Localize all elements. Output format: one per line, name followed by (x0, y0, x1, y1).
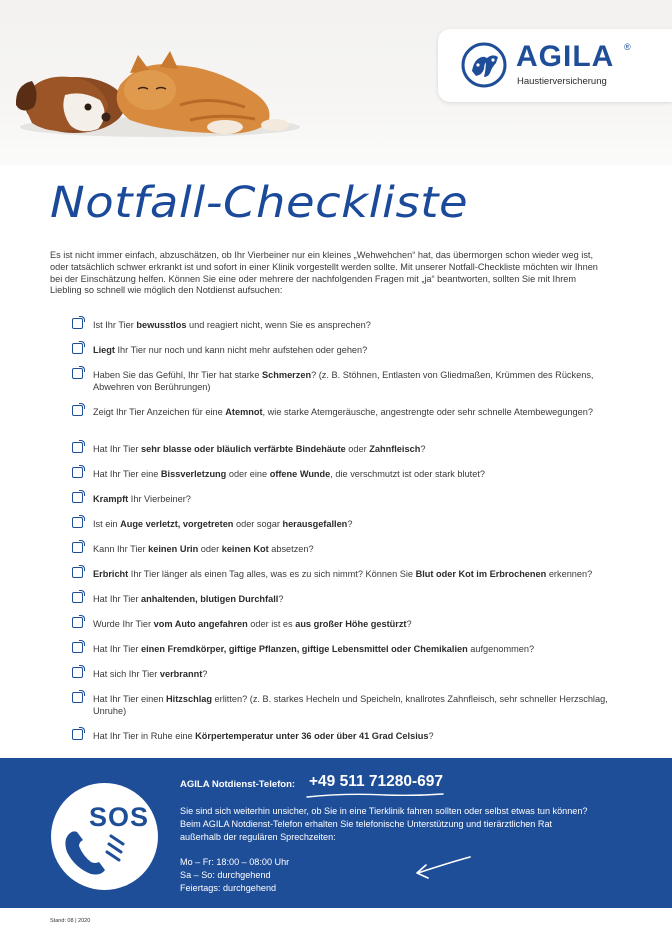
item-text-segment: ? (428, 731, 434, 741)
item-text-segment: ? (347, 519, 353, 529)
emphasis-text: Hitzschlag (166, 694, 212, 704)
emphasis-text: Körpertemperatur unter 36 oder über 41 Grad Celsius (195, 731, 429, 741)
emphasis-text: einen Fremdkörper, giftige Pflanzen, giftige Lebensmittel oder Chemikalien (141, 644, 468, 654)
emphasis-text: Zahnfleisch (369, 444, 421, 454)
hours-weekdays: Mo – Fr: 18:00 – 08:00 Uhr (180, 857, 290, 867)
checkbox-icon[interactable] (72, 592, 83, 603)
item-text-segment: oder ist es (247, 619, 296, 629)
emphasis-text: Auge verletzt, vorgetreten (120, 519, 234, 529)
hero-banner (0, 0, 672, 165)
page-title: Notfall-Checkliste (50, 178, 469, 228)
checklist-item-text (93, 644, 628, 656)
sos-label: SOS (89, 802, 150, 832)
item-text-segment: erlitten? (z. B. starkes Hecheln und Speicheln, knallrotes Zahnfleisch, sehr schneller Herzschlag, Unruhe) (93, 694, 608, 716)
item-text-segment: Ihr Vierbeiner? (128, 494, 191, 504)
checklist-item-text (93, 469, 628, 481)
emphasis-text: Schmerzen (262, 370, 312, 380)
item-text-segment: Ihr Tier länger als einen Tag alles, was es zu sich nimmt? Können Sie (128, 569, 416, 579)
sos-badge (51, 783, 158, 890)
item-text-segment: erkennen? (546, 569, 593, 579)
checklist-item-text (93, 345, 628, 357)
checkbox-icon[interactable] (72, 517, 83, 528)
hotline-description: Sie sind sich weiterhin unsicher, ob Sie in eine Tierklinik fahren sollten oder selbst etwas tun können? Beim AGILA Notdienst-Telefon erhalten Sie telefonische Unterstützung und tierärztlichen Rat außerhalb der regulären Sprechzeiten: (180, 806, 588, 842)
item-text-segment: und reagiert nicht, wenn Sie es ansprechen? (186, 320, 371, 330)
emphasis-text: Atemnot (225, 407, 263, 417)
checkbox-icon[interactable] (72, 642, 83, 653)
checklist-item-text (93, 731, 628, 743)
checklist-item-text (93, 619, 628, 631)
item-text-segment: ? (202, 669, 208, 679)
emphasis-text: Krampft (93, 494, 129, 504)
emphasis-text: bewusstlos (136, 320, 187, 330)
emphasis-text: keinen Urin (148, 544, 199, 554)
hotline-label: AGILA Notdienst-Telefon: (180, 779, 296, 790)
checkbox-icon[interactable] (72, 542, 83, 553)
intro-paragraph: Es ist nicht immer einfach, abzuschätzen, ob Ihr Vierbeiner nur ein kleines „Wehwehchen“ hat, das übermorgen schon wieder weg ist, oder tatsächlich schwer erkrankt ist und sofort in einer Klinik vorgestellt werden sollte. Mit unserer Notfall-Checkliste möchten wir Ihnen bei der Einschätzung helfen. Können Sie eine oder mehrere der nachfolgenden Fragen mit „ja“ beantworten, sollten Sie mit Ihrem Liebling so schnell wie möglich den Notdienst aufsuchen: (50, 250, 598, 296)
emphasis-text: keinen Kot (221, 544, 269, 554)
checklist-item-text (93, 594, 628, 606)
checkbox-icon[interactable] (72, 729, 83, 740)
item-text-segment: absetzen? (268, 544, 314, 554)
item-text-segment: Hat Ihr Tier (93, 594, 141, 604)
checkbox-icon[interactable] (72, 492, 83, 503)
emphasis-text: sehr blasse oder bläulich verfärbte Bindehäute (141, 444, 346, 454)
checklist-item-text (93, 320, 628, 332)
item-text-segment: Haben Sie das Gefühl, Ihr Tier hat starke (93, 370, 263, 380)
emphasis-text: aus großer Höhe gestürzt (295, 619, 407, 629)
item-text-segment: Wurde Ihr Tier (93, 619, 154, 629)
opening-hours (180, 856, 289, 894)
item-text-segment: ? (420, 444, 426, 454)
number-underline-stroke (305, 791, 445, 801)
item-text-segment: Hat Ihr Tier (93, 444, 141, 454)
item-text-segment: , die verschmutzt ist oder stark blutet? (330, 469, 486, 479)
checklist-item-text (93, 544, 628, 556)
hotline-footer (0, 758, 672, 908)
hours-holidays: Feiertags: durchgehend (180, 882, 277, 893)
item-text-segment: Hat Ihr Tier einen (93, 694, 167, 704)
item-text-segment: Hat Ihr Tier (93, 644, 141, 654)
checkbox-icon[interactable] (72, 617, 83, 628)
item-text-segment: ? (z. B. Stöhnen, Entlasten von Gliedmaßen, Krümmen des Rückens, Abwehren von Berührungen) (93, 370, 594, 392)
emphasis-text: verbrannt (159, 669, 203, 679)
item-text-segment: ? (406, 619, 412, 629)
checklist-item-text (93, 569, 628, 581)
checkbox-icon[interactable] (72, 692, 83, 703)
checklist-item-text (93, 494, 628, 506)
checklist-item-text (93, 519, 628, 531)
agila-logo-card (438, 29, 672, 102)
emphasis-text: Liegt (93, 345, 115, 355)
emphasis-text: Blut oder Kot im Erbrochenen (415, 569, 547, 579)
hotline-phone-number[interactable]: +49 511 71280-697 (309, 773, 444, 790)
checkbox-icon[interactable] (72, 467, 83, 478)
registered-mark: ® (624, 42, 631, 52)
hours-weekend: Sa – So: durchgehend (180, 869, 271, 880)
item-text-segment: Ist ein (93, 519, 121, 529)
item-text-segment: Ihr Tier nur noch und kann nicht mehr aufstehen oder gehen? (114, 345, 368, 355)
emphasis-text: Bissverletzung (160, 469, 227, 479)
item-text-segment: oder (198, 544, 222, 554)
document-date: Stand: 08 | 2020 (50, 918, 91, 924)
checklist-item-text (93, 444, 628, 456)
checklist-item-text (93, 370, 628, 393)
item-text-segment: Hat Ihr Tier in Ruhe eine (93, 731, 196, 741)
phone-icon (61, 830, 141, 878)
item-text-segment: Zeigt Ihr Tier Anzeichen für eine (93, 407, 226, 417)
checkbox-icon[interactable] (72, 442, 83, 453)
checkbox-icon[interactable] (72, 343, 83, 354)
checkbox-icon[interactable] (72, 667, 83, 678)
dog-and-cat-illustration (10, 45, 310, 140)
arrow-icon (412, 853, 474, 883)
agila-emblem-icon (460, 41, 508, 89)
item-text-segment: Ist Ihr Tier (93, 320, 137, 330)
emphasis-text: anhaltenden, blutigen Durchfall (141, 594, 279, 604)
checklist-item-text (93, 694, 628, 717)
item-text-segment: ? (278, 594, 284, 604)
checkbox-icon[interactable] (72, 405, 83, 416)
brand-name: AGILA (516, 40, 615, 73)
emphasis-text: herausgefallen (282, 519, 348, 529)
emphasis-text: vom Auto angefahren (153, 619, 248, 629)
checkbox-icon[interactable] (72, 567, 83, 578)
item-text-segment: , wie starke Atemgeräusche, angestrengte oder sehr schnelle Atembewegungen? (262, 407, 593, 417)
brand-subtitle: Haustierversicherung (517, 76, 607, 87)
item-text-segment: aufgenommen? (467, 644, 535, 654)
item-text-segment: oder (345, 444, 370, 454)
checklist-item-text (93, 407, 628, 419)
item-text-segment: Hat Ihr Tier eine (93, 469, 161, 479)
checklist-item-text (93, 669, 628, 681)
emphasis-text: offene Wunde (269, 469, 331, 479)
checkbox-icon[interactable] (72, 368, 83, 379)
item-text-segment: Hat sich Ihr Tier (93, 669, 160, 679)
emphasis-text: Erbricht (93, 569, 129, 579)
item-text-segment: oder eine (226, 469, 270, 479)
item-text-segment: oder sogar (233, 519, 283, 529)
checkbox-icon[interactable] (72, 318, 83, 329)
item-text-segment: Kann Ihr Tier (93, 544, 149, 554)
